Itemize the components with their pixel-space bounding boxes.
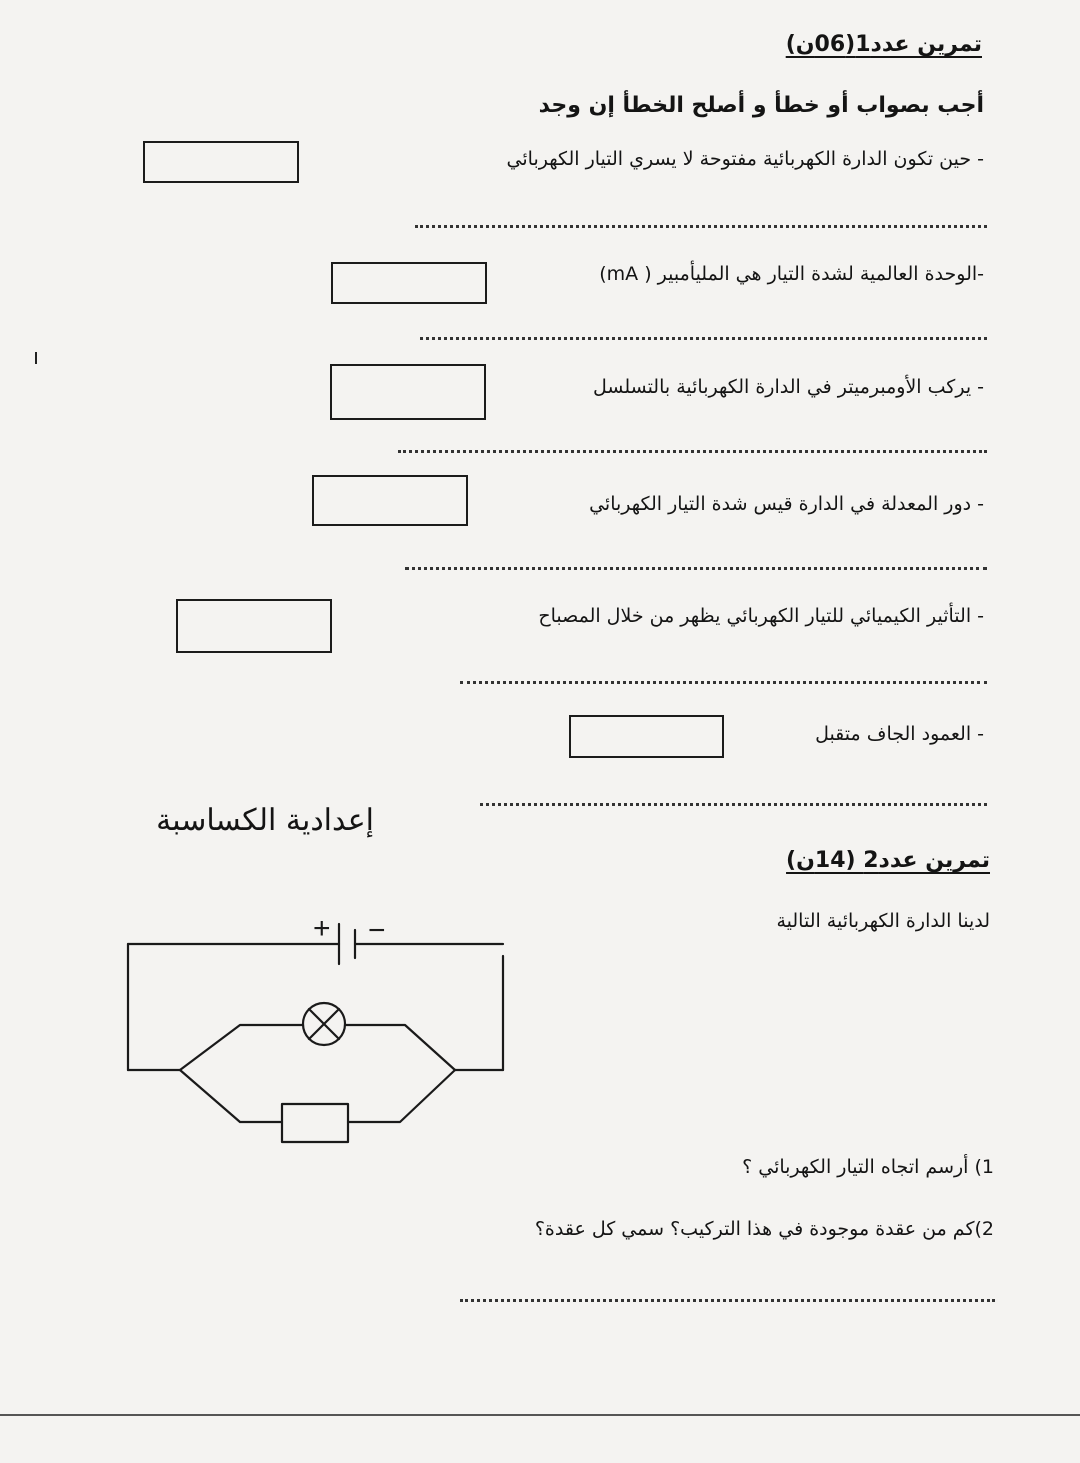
battery-plus-sign: + bbox=[313, 912, 331, 945]
circuit-diagram bbox=[110, 900, 520, 1150]
correction-line-6[interactable] bbox=[480, 803, 987, 806]
statement-4: - دور المعدلة في الدارة قيس شدة التيار الكهربائي bbox=[589, 493, 984, 515]
question-2: 2)كم من عقدة موجودة في هذا التركيب؟ سمي كل عقدة؟ bbox=[534, 1218, 994, 1240]
answer-line-q2[interactable] bbox=[460, 1299, 995, 1302]
statement-5: - التأثير الكيميائي للتيار الكهربائي يظهر من خلال المصباح bbox=[538, 605, 984, 627]
school-name: إعدادية الكساسبة bbox=[156, 803, 374, 838]
answer-box-3[interactable] bbox=[330, 364, 486, 420]
statement-2: -الوحدة العالمية لشدة التيار هي المليأمبير ( mA) bbox=[599, 263, 984, 285]
exercise2-intro: لدينا الدارة الكهربائية التالية bbox=[776, 910, 990, 932]
exercise1-instruction: أجب بصواب أو خطأ و أصلح الخطأ إن وجد bbox=[538, 93, 984, 118]
question-1: 1) أرسم اتجاه التيار الكهربائي ؟ bbox=[742, 1156, 994, 1178]
branch-upper-left bbox=[180, 1025, 303, 1070]
branch-lower-left bbox=[180, 1070, 282, 1122]
exercise1-title: تمرين عدد1(06ن) bbox=[785, 32, 982, 57]
exercise2-title: تمرين عدد2 (14ن) bbox=[786, 848, 990, 873]
answer-box-2[interactable] bbox=[331, 262, 487, 304]
correction-line-5[interactable] bbox=[460, 681, 987, 684]
correction-line-4[interactable] bbox=[405, 567, 987, 570]
battery-minus-sign: − bbox=[368, 914, 386, 947]
correction-line-1[interactable] bbox=[415, 225, 987, 228]
scan-speck bbox=[35, 352, 37, 364]
answer-box-4[interactable] bbox=[312, 475, 468, 526]
resistor-symbol bbox=[282, 1104, 348, 1142]
answer-box-6[interactable] bbox=[569, 715, 724, 758]
correction-line-3[interactable] bbox=[398, 450, 987, 453]
statement-1: - حين تكون الدارة الكهربائية مفتوحة لا يسري التيار الكهربائي bbox=[506, 148, 984, 170]
page-bottom-edge bbox=[0, 1414, 1080, 1416]
answer-box-5[interactable] bbox=[176, 599, 332, 653]
branch-upper-right bbox=[345, 1025, 455, 1070]
branch-lower-right bbox=[348, 1070, 455, 1122]
correction-line-2[interactable] bbox=[420, 337, 987, 340]
statement-6: - العمود الجاف متقبل bbox=[815, 723, 984, 745]
statement-3: - يركب الأومبرميتر في الدارة الكهربائية بالتسلسل bbox=[592, 376, 984, 398]
answer-box-1[interactable] bbox=[143, 141, 299, 183]
